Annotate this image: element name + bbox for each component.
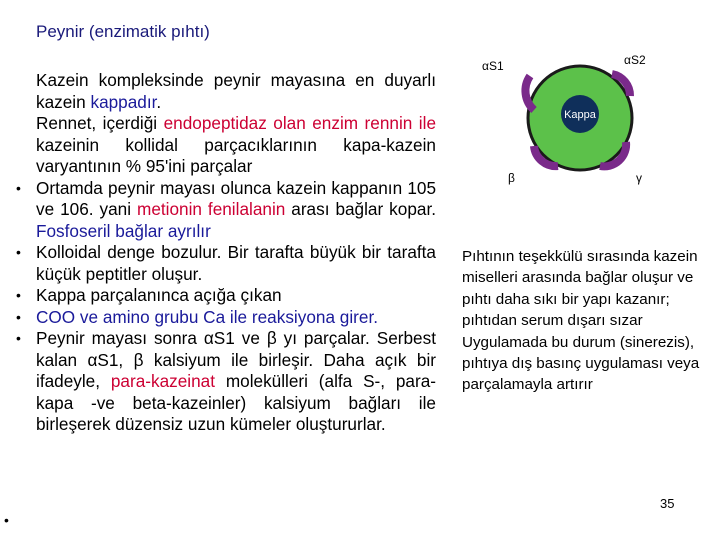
text-run: endopeptidaz olan enzim rennin ile: [163, 113, 436, 133]
text-run: arası bağlar kopar.: [285, 199, 436, 219]
text-run: .: [156, 91, 162, 112]
beta-label: β: [508, 171, 515, 185]
text-run: Ortamda peynir mayası olunca kazein kappanın 105 ve 106. yani: [36, 177, 436, 219]
kappa-label: Kappa: [564, 109, 596, 121]
text-run: metionin fenilalanin: [137, 199, 286, 219]
text-run: molekülleri (alfa S-, para-kapa -ve beta-kazeinler) kalsiyum bağları ile birleşerek düzensiz uzun kümeler oluştururlar.: [36, 371, 436, 434]
text-run: Rennet, içerdiği: [36, 113, 164, 133]
gamma-label: γ: [636, 171, 642, 185]
text-run: Peynir mayası sonra αS1 ve β yı parçalar. Serbest kalan αS1, β kalsiyum ile birleşir. Daha açık bir ifadeyle,: [36, 328, 436, 391]
paragraph: [12, 113, 436, 178]
page-number: 35: [660, 496, 675, 511]
bullet-marker: •: [16, 308, 21, 325]
as2-label: αS2: [624, 53, 646, 67]
text-run: kappadır: [90, 91, 157, 112]
casein-micelle-diagram: [470, 50, 690, 190]
side-note: Pıhtının teşekkülü sırasında kazein miselleri arasında bağlar oluşur ve pıhtı daha sıkı bir yapı kazanır; pıhtıdan serum dışarı sızar Uygulamada bu durum (sinerezis), pıhtıya dış basınç uygulaması veya parçalamayla artırır: [462, 248, 700, 394]
text-run: Kappa parçalanınca açığa çıkan: [36, 285, 282, 305]
slide-title: Peynir (enzimatik pıhtı): [36, 22, 210, 41]
text-run: Fosfoseril bağlar ayrılır: [36, 220, 211, 241]
paragraph: [12, 70, 436, 113]
bullet-marker: •: [16, 287, 21, 303]
main-text-block: [12, 70, 436, 436]
text-run: Kolloidal denge bozulur. Bir tarafta büyük bir tarafta küçük peptitler oluşur.: [36, 242, 436, 284]
bullet-marker: •: [16, 244, 21, 260]
paragraph: [12, 285, 436, 307]
paragraph: [12, 242, 436, 285]
text-run: COO ve amino grubu Ca ile reaksiyona girer.: [36, 306, 378, 327]
bullet-marker: •: [16, 179, 21, 196]
text-run: Kazein kompleksinde peynir mayasına en duyarlı kazein: [36, 70, 436, 112]
text-run: kazeinin kollidal parçacıklarının kapa-kazein varyantının % 95'ini parçalar: [36, 134, 436, 176]
paragraph: [12, 328, 436, 436]
text-run: para-kazeinat: [110, 371, 215, 391]
paragraph: [12, 307, 436, 329]
paragraph: [12, 178, 436, 243]
empty-bullet: •: [4, 512, 9, 528]
as1-label: αS1: [482, 59, 504, 73]
bullet-marker: •: [16, 330, 21, 346]
